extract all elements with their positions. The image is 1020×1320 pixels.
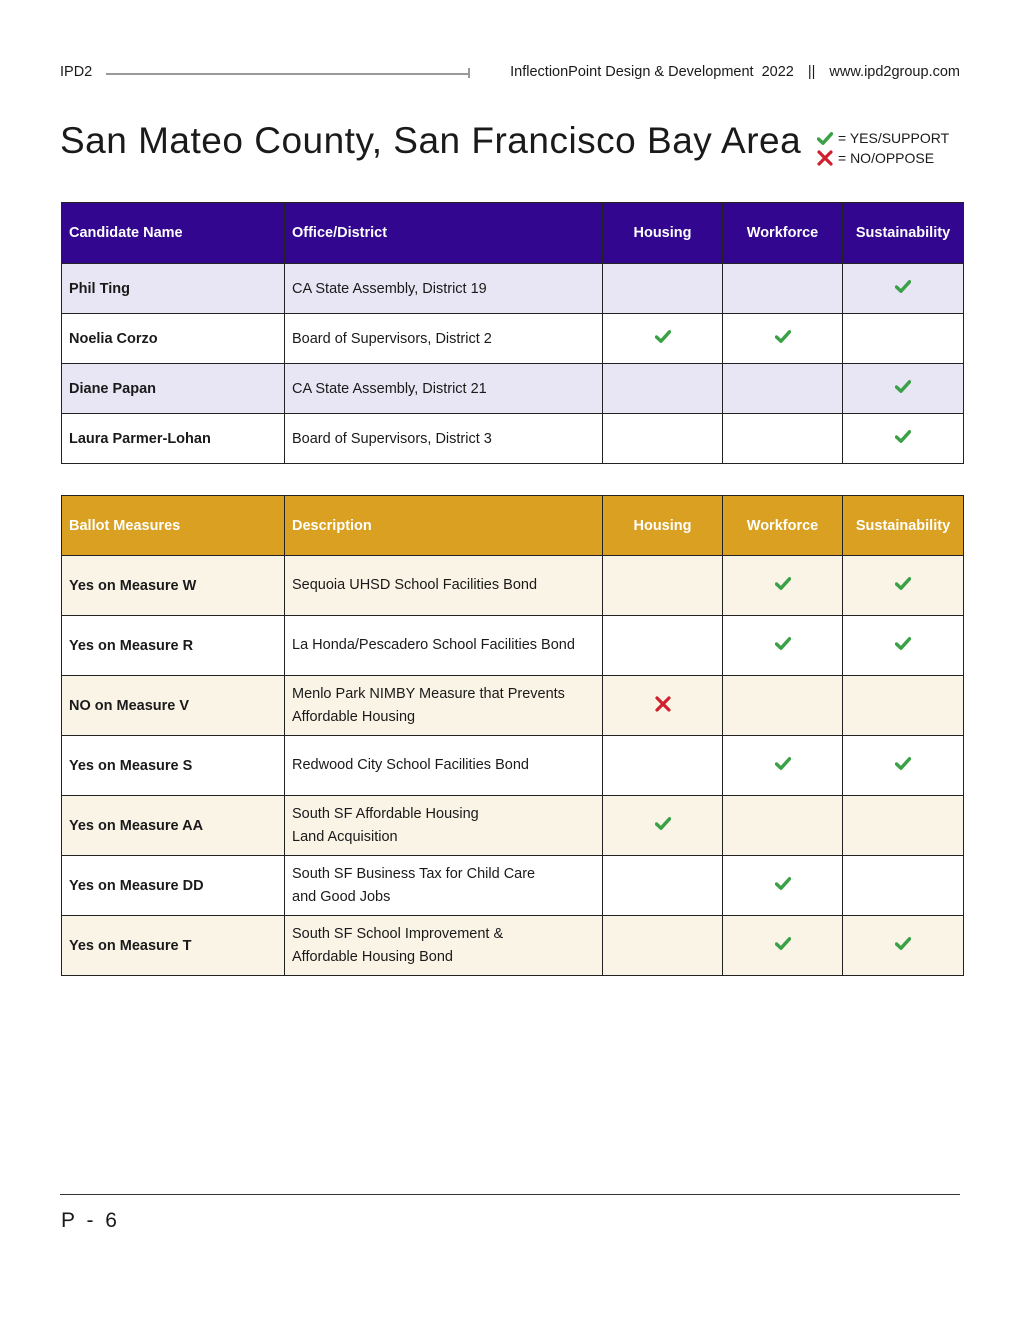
workforce-cell xyxy=(723,736,843,796)
check-icon xyxy=(895,577,911,590)
housing-cell xyxy=(603,856,723,916)
candidate-office: CA State Assembly, District 19 xyxy=(285,264,603,314)
header-right xyxy=(510,64,960,80)
workforce-cell xyxy=(723,264,843,314)
legend-yes-icon xyxy=(815,132,835,145)
housing-cell xyxy=(603,796,723,856)
check-icon xyxy=(895,380,911,393)
header-description: Description xyxy=(285,496,603,556)
measure-description xyxy=(285,916,603,976)
description-line: Menlo Park NIMBY Measure that Prevents xyxy=(292,685,565,702)
check-icon xyxy=(775,757,791,770)
measure-name: Yes on Measure W xyxy=(62,556,285,616)
legend-no-icon xyxy=(815,150,835,166)
table-row xyxy=(62,264,964,314)
table-row xyxy=(62,414,964,464)
check-icon xyxy=(655,330,671,343)
measure-name: Yes on Measure T xyxy=(62,916,285,976)
description-line: Affordable Housing xyxy=(292,708,416,725)
candidate-name: Noelia Corzo xyxy=(62,314,285,364)
brand-label: IPD2 xyxy=(60,64,93,80)
measure-name: Yes on Measure DD xyxy=(62,856,285,916)
workforce-cell xyxy=(723,796,843,856)
measure-description xyxy=(285,736,603,796)
check-icon xyxy=(895,280,911,293)
ballot-measures-table xyxy=(61,495,964,976)
description-line: South SF School Improvement & xyxy=(292,925,504,942)
check-icon xyxy=(895,937,911,950)
candidate-name: Diane Papan xyxy=(62,364,285,414)
sustainability-cell xyxy=(843,264,964,314)
header-rule xyxy=(106,73,468,75)
check-icon xyxy=(895,757,911,770)
housing-cell xyxy=(603,676,723,736)
cross-icon xyxy=(817,150,833,166)
check-icon xyxy=(817,132,833,145)
measure-description xyxy=(285,556,603,616)
housing-cell xyxy=(603,264,723,314)
table-row xyxy=(62,856,964,916)
housing-cell xyxy=(603,364,723,414)
housing-cell xyxy=(603,736,723,796)
housing-cell xyxy=(603,414,723,464)
check-icon xyxy=(895,430,911,443)
measure-name: Yes on Measure AA xyxy=(62,796,285,856)
measure-description xyxy=(285,796,603,856)
page-number: P - 6 xyxy=(61,1209,120,1232)
measure-name: NO on Measure V xyxy=(62,676,285,736)
header-rule-end xyxy=(468,68,470,78)
workforce-cell xyxy=(723,414,843,464)
sustainability-cell xyxy=(843,314,964,364)
table-row xyxy=(62,676,964,736)
workforce-cell xyxy=(723,616,843,676)
workforce-cell xyxy=(723,856,843,916)
measure-description xyxy=(285,676,603,736)
ballot-header-row xyxy=(62,496,964,556)
sustainability-cell xyxy=(843,556,964,616)
table-row xyxy=(62,916,964,976)
table-row xyxy=(62,556,964,616)
table-row xyxy=(62,314,964,364)
description-line: Sequoia UHSD School Facilities Bond xyxy=(292,577,538,593)
table-row xyxy=(62,364,964,414)
website-link[interactable]: www.ipd2group.com xyxy=(829,64,960,80)
table-row xyxy=(62,736,964,796)
housing-cell xyxy=(603,314,723,364)
check-icon xyxy=(895,637,911,650)
header-sustainability: Sustainability xyxy=(843,496,964,556)
description-line: Redwood City School Facilities Bond xyxy=(292,757,529,773)
measure-description xyxy=(285,856,603,916)
check-icon xyxy=(655,817,671,830)
workforce-cell xyxy=(723,364,843,414)
workforce-cell xyxy=(723,556,843,616)
candidate-name: Phil Ting xyxy=(62,264,285,314)
description-line: South SF Affordable Housing xyxy=(292,805,479,822)
sustainability-cell xyxy=(843,414,964,464)
check-icon xyxy=(775,330,791,343)
sustainability-cell xyxy=(843,616,964,676)
housing-cell xyxy=(603,916,723,976)
table-row xyxy=(62,616,964,676)
measure-name: Yes on Measure R xyxy=(62,616,285,676)
page-header xyxy=(60,62,960,84)
header-office-district: Office/District xyxy=(285,203,603,264)
legend xyxy=(815,128,949,168)
check-icon xyxy=(775,877,791,890)
description-line: Land Acquisition xyxy=(292,828,398,845)
check-icon xyxy=(775,937,791,950)
sustainability-cell xyxy=(843,796,964,856)
check-icon xyxy=(775,637,791,650)
measure-description xyxy=(285,616,603,676)
housing-cell xyxy=(603,556,723,616)
header-workforce: Workforce xyxy=(723,496,843,556)
candidates-header-row xyxy=(62,203,964,264)
header-separator: || xyxy=(807,64,816,80)
description-line: La Honda/Pescadero School Facilities Bond xyxy=(292,637,575,653)
description-line: South SF Business Tax for Child Care xyxy=(292,865,536,882)
header-sustainability: Sustainability xyxy=(843,203,964,264)
legend-yes xyxy=(815,128,949,148)
description-line: and Good Jobs xyxy=(292,888,391,905)
sustainability-cell xyxy=(843,916,964,976)
sustainability-cell xyxy=(843,676,964,736)
header-housing: Housing xyxy=(603,496,723,556)
workforce-cell xyxy=(723,314,843,364)
header-workforce: Workforce xyxy=(723,203,843,264)
housing-cell xyxy=(603,616,723,676)
company-label: InflectionPoint Design & Development 2022 xyxy=(510,64,794,80)
candidate-office: CA State Assembly, District 21 xyxy=(285,364,603,414)
candidate-name: Laura Parmer-Lohan xyxy=(62,414,285,464)
header-housing: Housing xyxy=(603,203,723,264)
legend-yes-label: = YES/SUPPORT xyxy=(838,130,950,146)
workforce-cell xyxy=(723,676,843,736)
check-icon xyxy=(775,577,791,590)
workforce-cell xyxy=(723,916,843,976)
candidates-table xyxy=(61,202,964,464)
header-ballot-measures: Ballot Measures xyxy=(62,496,285,556)
candidate-office: Board of Supervisors, District 3 xyxy=(285,414,603,464)
legend-no xyxy=(815,148,949,168)
sustainability-cell xyxy=(843,856,964,916)
cross-icon xyxy=(655,696,671,712)
sustainability-cell xyxy=(843,364,964,414)
table-row xyxy=(62,796,964,856)
legend-no-label: = NO/OPPOSE xyxy=(838,150,935,166)
sustainability-cell xyxy=(843,736,964,796)
page-title: San Mateo County, San Francisco Bay Area xyxy=(60,120,802,161)
footer-rule xyxy=(60,1194,960,1195)
description-line: Affordable Housing Bond xyxy=(292,948,453,965)
header-candidate-name: Candidate Name xyxy=(62,203,285,264)
candidate-office: Board of Supervisors, District 2 xyxy=(285,314,603,364)
measure-name: Yes on Measure S xyxy=(62,736,285,796)
